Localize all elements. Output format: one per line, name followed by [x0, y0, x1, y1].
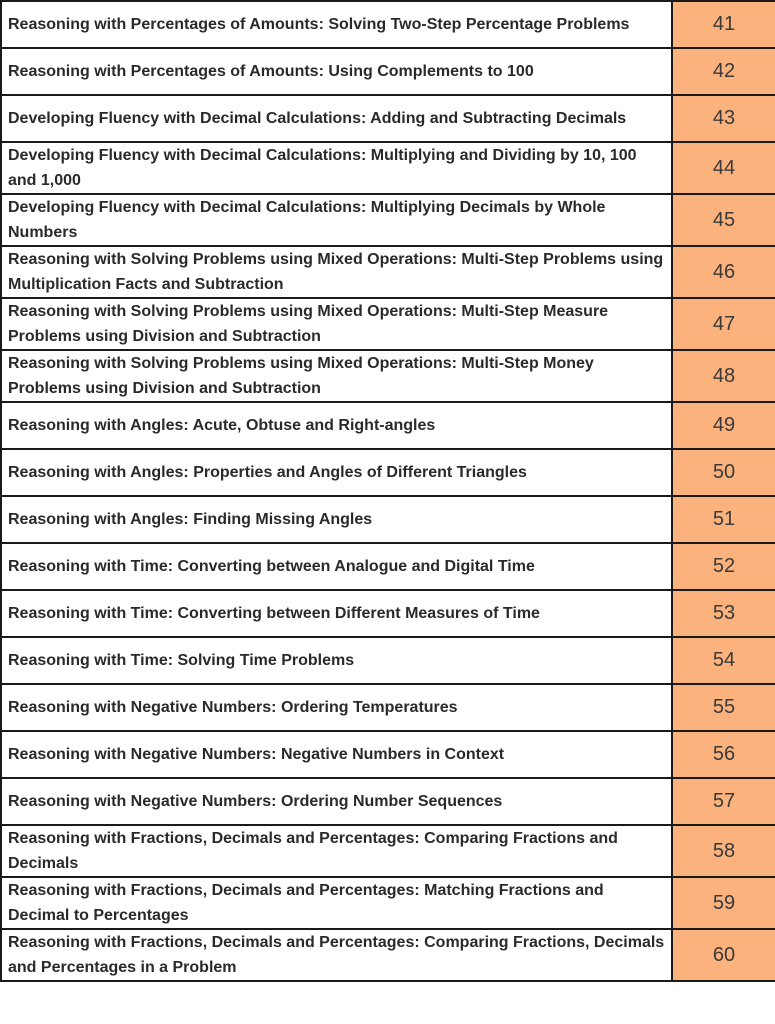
table-row	[1, 590, 775, 637]
activity-title: Reasoning with Fractions, Decimals and Percentages: Matching Fractions and Decimal to Percentages	[1, 877, 672, 929]
page-number: 43	[672, 95, 775, 142]
table-row	[1, 246, 775, 298]
table-row	[1, 142, 775, 194]
page-number: 46	[672, 246, 775, 298]
activity-title: Reasoning with Fractions, Decimals and Percentages: Comparing Fractions, Decimals and Percentages in a Problem	[1, 929, 672, 981]
activity-title: Reasoning with Negative Numbers: Negative Numbers in Context	[1, 731, 672, 778]
page-number: 47	[672, 298, 775, 350]
table-row	[1, 402, 775, 449]
table-row	[1, 48, 775, 95]
table-row	[1, 1, 775, 48]
activity-title: Reasoning with Angles: Acute, Obtuse and Right-angles	[1, 402, 672, 449]
activity-title: Developing Fluency with Decimal Calculations: Multiplying Decimals by Whole Numbers	[1, 194, 672, 246]
page-number: 55	[672, 684, 775, 731]
activity-title: Reasoning with Solving Problems using Mixed Operations: Multi-Step Problems using Multiplication Facts and Subtraction	[1, 246, 672, 298]
page-number: 60	[672, 929, 775, 981]
activity-title: Reasoning with Percentages of Amounts: Using Complements to 100	[1, 48, 672, 95]
table-row	[1, 778, 775, 825]
page-number: 41	[672, 1, 775, 48]
activity-title: Reasoning with Time: Converting between Analogue and Digital Time	[1, 543, 672, 590]
page-number: 45	[672, 194, 775, 246]
table-row	[1, 929, 775, 981]
page-number: 51	[672, 496, 775, 543]
table-row	[1, 194, 775, 246]
page-number: 52	[672, 543, 775, 590]
page-number: 50	[672, 449, 775, 496]
table-row	[1, 350, 775, 402]
page-number: 57	[672, 778, 775, 825]
page-number: 58	[672, 825, 775, 877]
table-row	[1, 543, 775, 590]
table-row	[1, 731, 775, 778]
activity-title: Reasoning with Fractions, Decimals and Percentages: Comparing Fractions and Decimals	[1, 825, 672, 877]
page-number: 56	[672, 731, 775, 778]
activity-title: Reasoning with Percentages of Amounts: Solving Two-Step Percentage Problems	[1, 1, 672, 48]
table-row	[1, 95, 775, 142]
table-row	[1, 637, 775, 684]
page-number: 42	[672, 48, 775, 95]
table-row	[1, 825, 775, 877]
table-row	[1, 877, 775, 929]
page-number: 54	[672, 637, 775, 684]
table-row	[1, 684, 775, 731]
table-row	[1, 449, 775, 496]
table-row	[1, 298, 775, 350]
activity-title: Reasoning with Angles: Properties and Angles of Different Triangles	[1, 449, 672, 496]
contents-table-body	[1, 1, 775, 981]
page-number: 44	[672, 142, 775, 194]
activity-title: Reasoning with Angles: Finding Missing Angles	[1, 496, 672, 543]
activity-title: Developing Fluency with Decimal Calculations: Adding and Subtracting Decimals	[1, 95, 672, 142]
activity-title: Reasoning with Negative Numbers: Ordering Number Sequences	[1, 778, 672, 825]
activity-title: Developing Fluency with Decimal Calculations: Multiplying and Dividing by 10, 100 and 1,000	[1, 142, 672, 194]
activity-title: Reasoning with Solving Problems using Mixed Operations: Multi-Step Money Problems using Division and Subtraction	[1, 350, 672, 402]
activity-title: Reasoning with Solving Problems using Mixed Operations: Multi-Step Measure Problems using Division and Subtraction	[1, 298, 672, 350]
activity-title: Reasoning with Time: Converting between Different Measures of Time	[1, 590, 672, 637]
page-number: 49	[672, 402, 775, 449]
page-number: 48	[672, 350, 775, 402]
page-number: 59	[672, 877, 775, 929]
table-row	[1, 496, 775, 543]
activity-title: Reasoning with Time: Solving Time Problems	[1, 637, 672, 684]
page-number: 53	[672, 590, 775, 637]
activity-title: Reasoning with Negative Numbers: Ordering Temperatures	[1, 684, 672, 731]
